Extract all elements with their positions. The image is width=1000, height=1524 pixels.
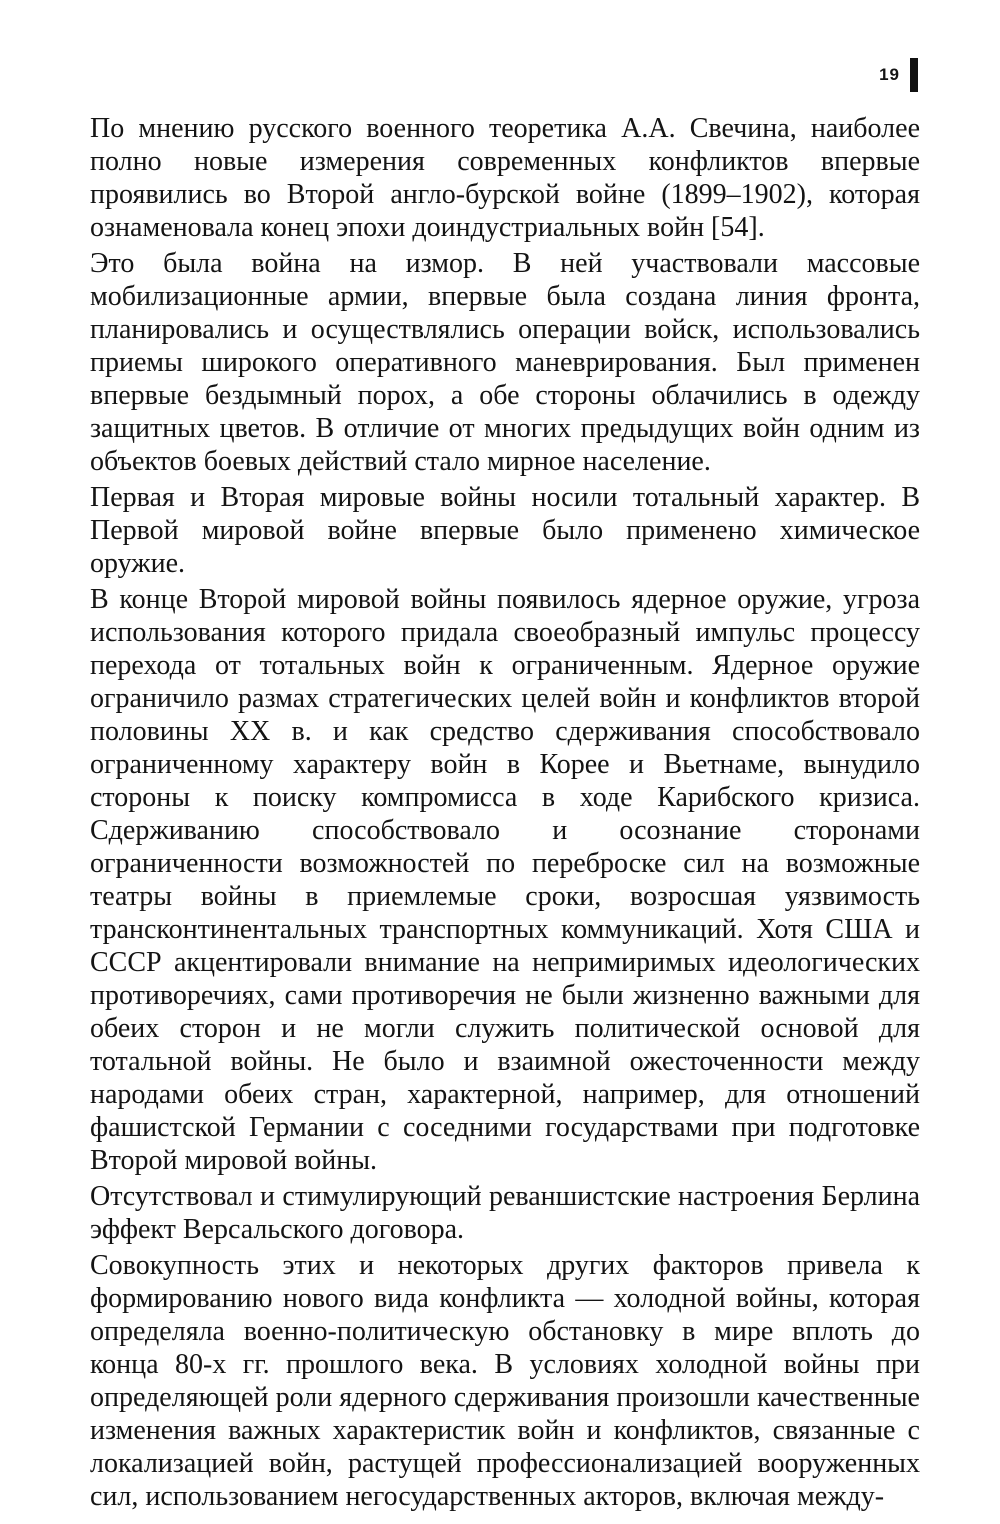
paragraph-2: Это была война на измор. В ней участвовали массовые мобилизационные армии, впервые была создана линия фронта, планировались и осуществлялись операции войск, использовались приемы широкого оперативного маневрирования. Был применен впервые бездымный порох, а обе стороны облачились в одежду защитных цветов. В отличие от многих предыдущих войн одним из объектов боевых действий стало мирное население. [90, 248, 920, 477]
paragraph-6: Совокупность этих и некоторых других факторов привела к формированию нового вида конфликта — холодной войны, которая определяла военно-политическую обстановку в мире вплоть до конца 80-х гг. прошлого века. В условиях холодной войны при определяющей роли ядерного сдерживания произошли качественные изменения важных характеристик войн и конфликтов, связанные с локализацией войн, растущей профессионализацией вооруженных сил, использованием негосударственных акторов, включая между- [90, 1250, 920, 1512]
page-number: 19 [879, 65, 900, 84]
page-header [879, 58, 918, 92]
paragraph-1: По мнению русского военного теоретика А.А. Свечина, наиболее полно новые измерения современных конфликтов впервые проявились во Второй англо-бурской войне (1899–1902), которая ознаменовала конец эпохи доиндустриальных войн [54]. [90, 113, 920, 243]
paragraph-5: Отсутствовал и стимулирующий реваншистские настроения Берлина эффект Версальского договора. [90, 1181, 920, 1245]
paragraph-4: В конце Второй мировой войны появилось ядерное оружие, угроза использования которого придала своеобразный импульс процессу перехода от тотальных войн к ограниченным. Ядерное оружие ограничило размах стратегических целей войн и конфликтов второй половины XX в. и как средство сдерживания способствовало ограниченному характеру войн в Корее и Вьетнаме, вынудило стороны к поиску компромисса в ходе Карибского кризиса. Сдерживанию способствовало и осознание сторонами ограниченности возможностей по переброске сил на возможные театры войны в приемлемые сроки, возросшая уязвимость трансконтинентальных транспортных коммуникаций. Хотя США и СССР акцентировали внимание на непримиримых идеологических противоречиях, сами противоречия не были жизненно важными для обеих сторон и не могли служить политической основой для тотальной войны. Не было и взаимной ожесточенности между народами обеих стран, характерной, например, для отношений фашистской Германии с соседними государствами при подготовке Второй мировой войны. [90, 584, 920, 1176]
paragraph-3: Первая и Вторая мировые войны носили тотальный характер. В Первой мировой войне впервые было применено химическое оружие. [90, 482, 920, 579]
body-text [90, 112, 920, 1516]
page-number-rule [910, 58, 918, 92]
